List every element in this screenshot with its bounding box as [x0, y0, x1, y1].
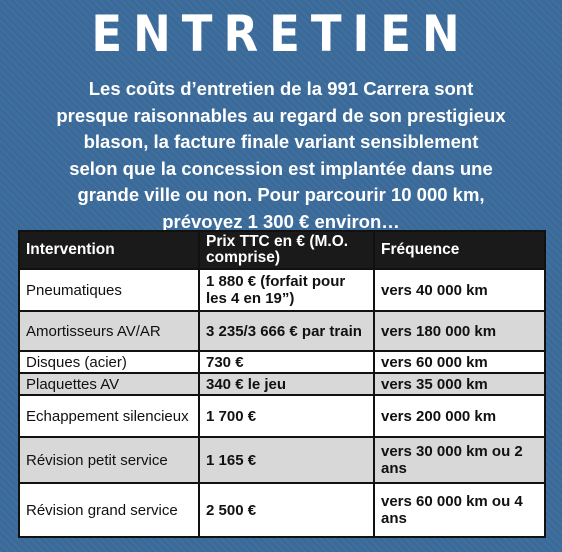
table-row [19, 373, 545, 395]
cell-frequency: vers 35 000 km [374, 373, 545, 395]
cell-intervention: Pneumatiques [19, 269, 199, 311]
table-row [19, 269, 545, 311]
maintenance-table [18, 230, 546, 538]
page-title: ENTRETIEN [91, 5, 471, 63]
table-row [19, 437, 545, 483]
table-row [19, 483, 545, 537]
header-price: Prix TTC en € (M.O. comprise) [199, 231, 374, 269]
header-intervention: Intervention [19, 231, 199, 269]
cell-frequency: vers 60 000 km [374, 351, 545, 373]
cell-intervention: Plaquettes AV [19, 373, 199, 395]
cell-price: 1 700 € [199, 395, 374, 437]
table-row [19, 395, 545, 437]
intro-line: prévoyez 1 300 € environ… [162, 210, 400, 232]
intro-line: blason, la facture finale variant sensiblement [83, 131, 479, 152]
cell-intervention: Révision petit service [19, 437, 199, 483]
cell-intervention: Disques (acier) [19, 351, 199, 373]
header-frequency: Fréquence [374, 231, 545, 269]
cell-price: 1 165 € [199, 437, 374, 483]
cell-intervention: Amortisseurs AV/AR [19, 311, 199, 351]
cell-intervention: Révision grand service [19, 483, 199, 537]
cell-price: 1 880 € (forfait pour les 4 en 19”) [199, 269, 374, 311]
table-row [19, 311, 545, 351]
cell-frequency: vers 30 000 km ou 2 ans [374, 437, 545, 483]
table-header-row [19, 231, 545, 269]
cell-frequency: vers 180 000 km [374, 311, 545, 351]
intro-line: presque raisonnables au regard de son prestigieux [56, 104, 506, 126]
cell-price: 2 500 € [199, 483, 374, 537]
cell-frequency: vers 60 000 km ou 4 ans [374, 483, 545, 537]
table-row [19, 351, 545, 373]
cell-price: 3 235/3 666 € par train [199, 311, 374, 351]
cell-intervention: Echappement silencieux [19, 395, 199, 437]
cell-price: 730 € [199, 351, 374, 373]
intro-line: selon que la concession est implantée dans une [69, 157, 493, 179]
intro-line: Les coûts d’entretien de la 991 Carrera sont [88, 78, 474, 99]
cell-frequency: vers 40 000 km [374, 269, 545, 311]
intro-line: grande ville ou non. Pour parcourir 10 000 km, [77, 184, 485, 205]
cell-price: 340 € le jeu [199, 373, 374, 395]
intro-paragraph [20, 76, 542, 235]
cell-frequency: vers 200 000 km [374, 395, 545, 437]
